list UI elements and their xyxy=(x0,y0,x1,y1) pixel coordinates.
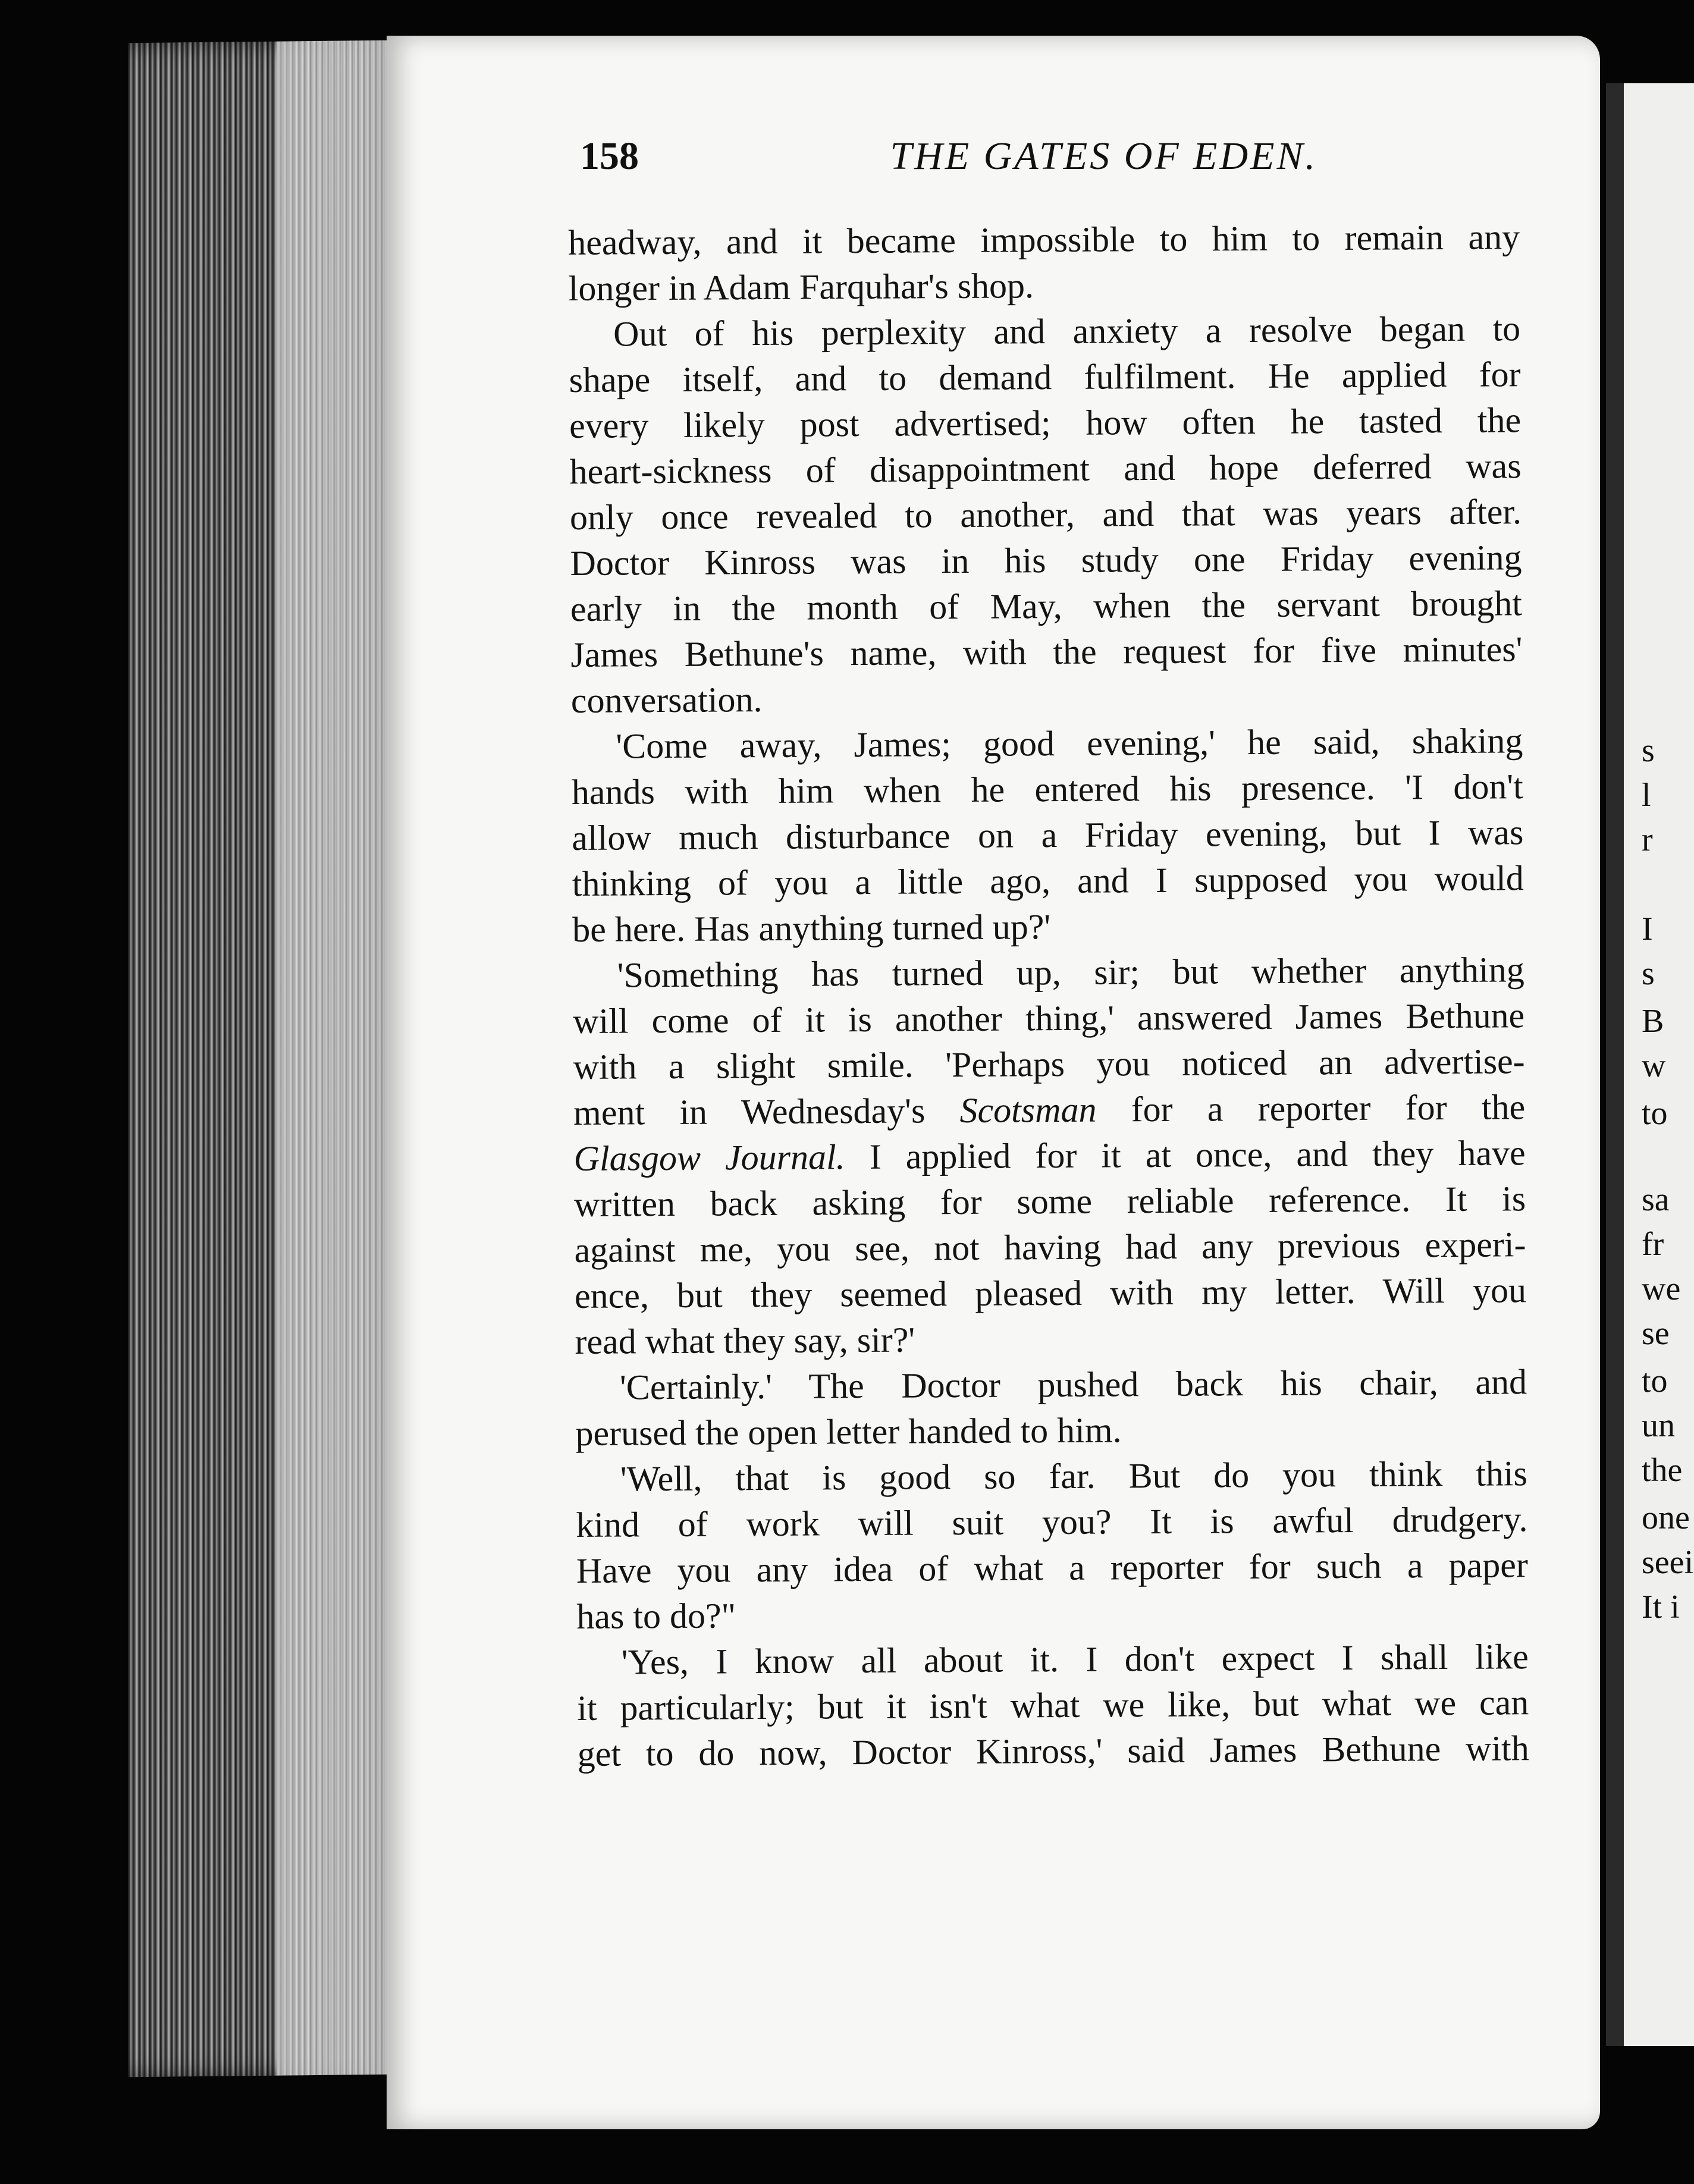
text-line: ment in Wednesday's Scotsman for a reporter for the xyxy=(573,1087,1526,1132)
text-line: written back asking for some reliable reference. It is xyxy=(573,1179,1526,1224)
facing-page-fragment: fr xyxy=(1642,1226,1664,1263)
text-line: heart-sickness of disappointment and hope deferred was xyxy=(569,446,1522,491)
text-line: read what they say, sir?' xyxy=(575,1320,915,1361)
text-line: 'Come away, James; good evening,' he said, shaking xyxy=(616,721,1523,766)
facing-page-fragment: s xyxy=(1642,732,1655,769)
text-line: shape itself, and to demand fulfilment. He applied for xyxy=(569,354,1521,400)
text-line: only once revealed to another, and that was years after. xyxy=(569,492,1522,537)
facing-page-fragment: we xyxy=(1642,1270,1681,1307)
text-line: has to do?" xyxy=(576,1596,736,1636)
text-line: Glasgow Journal. I applied for it at once, and they have xyxy=(573,1133,1526,1178)
text-line: get to do now, Doctor Kinross,' said James Bethune with xyxy=(577,1728,1529,1774)
facing-page-fragment: r xyxy=(1642,821,1653,858)
facing-page-fragment: I xyxy=(1642,911,1653,947)
text-line: kind of work will suit you? It is awful drudgery. xyxy=(576,1499,1528,1545)
text-line: 'Well, that is good so far. But do you think this xyxy=(620,1454,1528,1499)
facing-page-fragment: l xyxy=(1642,777,1651,814)
facing-page-fragment: the xyxy=(1642,1452,1683,1489)
text-line: with a slight smile. 'Perhaps you noticed an advertise- xyxy=(573,1041,1525,1087)
paragraph xyxy=(576,1451,1529,1640)
text-line: Have you any idea of what a reporter for such a paper xyxy=(576,1545,1529,1590)
text-line: hands with him when he entered his presence. 'I don't xyxy=(571,767,1524,812)
running-title: THE GATES OF EDEN. xyxy=(890,134,1317,178)
page-stack-edge xyxy=(128,40,390,2078)
facing-page-fragment: seei xyxy=(1642,1544,1694,1581)
text-line: every likely post advertised; how often he tasted the xyxy=(569,400,1522,445)
facing-page-fragment: s xyxy=(1642,955,1655,992)
text-line: thinking of you a little ago, and I supposed you would xyxy=(572,858,1524,903)
facing-page-fragment: sa xyxy=(1642,1181,1670,1218)
paragraph xyxy=(568,214,1520,312)
paragraph xyxy=(577,1634,1529,1777)
paragraph xyxy=(569,306,1523,724)
text-line: 'Certainly.' The Doctor pushed back his chair, and xyxy=(619,1362,1527,1407)
body-text xyxy=(568,214,1529,1777)
facing-page-fragment: one xyxy=(1642,1499,1690,1536)
text-line: headway, and it became impossible to him to remain any xyxy=(568,217,1520,262)
text-line: early in the month of May, when the servant brought xyxy=(570,583,1523,629)
text-line: longer in Adam Farquhar's shop. xyxy=(568,266,1034,308)
text-line: be here. Has anything turned up?' xyxy=(572,907,1051,949)
page-number: 158 xyxy=(580,134,639,178)
text-line: against me, you see, not having had any previous experi- xyxy=(574,1225,1526,1270)
text-line: ence, but they seemed pleased with my letter. Will you xyxy=(574,1270,1527,1316)
facing-page-fragment: un xyxy=(1642,1407,1675,1444)
facing-page-fragment: to xyxy=(1642,1363,1668,1399)
text-line: will come of it is another thing,' answered James Bethune xyxy=(573,996,1525,1041)
text-line: 'Yes, I know all about it. I don't expect I shall like xyxy=(621,1637,1529,1682)
paragraph xyxy=(571,718,1524,953)
facing-page-fragment: w xyxy=(1642,1047,1666,1084)
text-line: it particularly; but it isn't what we like, but what we can xyxy=(577,1683,1529,1728)
paragraph xyxy=(575,1359,1527,1457)
text-line: allow much disturbance on a Friday evening, but I was xyxy=(572,812,1524,858)
paragraph xyxy=(573,947,1527,1365)
facing-page-fragment: to xyxy=(1642,1095,1668,1132)
facing-page-fragment: se xyxy=(1642,1315,1670,1352)
text-line: 'Something has turned up, sir; but whether anything xyxy=(617,950,1524,995)
text-line: perused the open letter handed to him. xyxy=(575,1410,1122,1453)
facing-page-fragment: It i xyxy=(1642,1589,1680,1626)
facing-page-fragment: B xyxy=(1642,1003,1664,1040)
text-line: conversation. xyxy=(570,680,763,720)
text-line: James Bethune's name, with the request for five minutes' xyxy=(570,629,1523,674)
running-head xyxy=(580,134,1317,179)
text-line: Doctor Kinross was in his study one Friday evening xyxy=(570,538,1522,583)
text-line: Out of his perplexity and anxiety a resolve began to xyxy=(613,309,1521,354)
